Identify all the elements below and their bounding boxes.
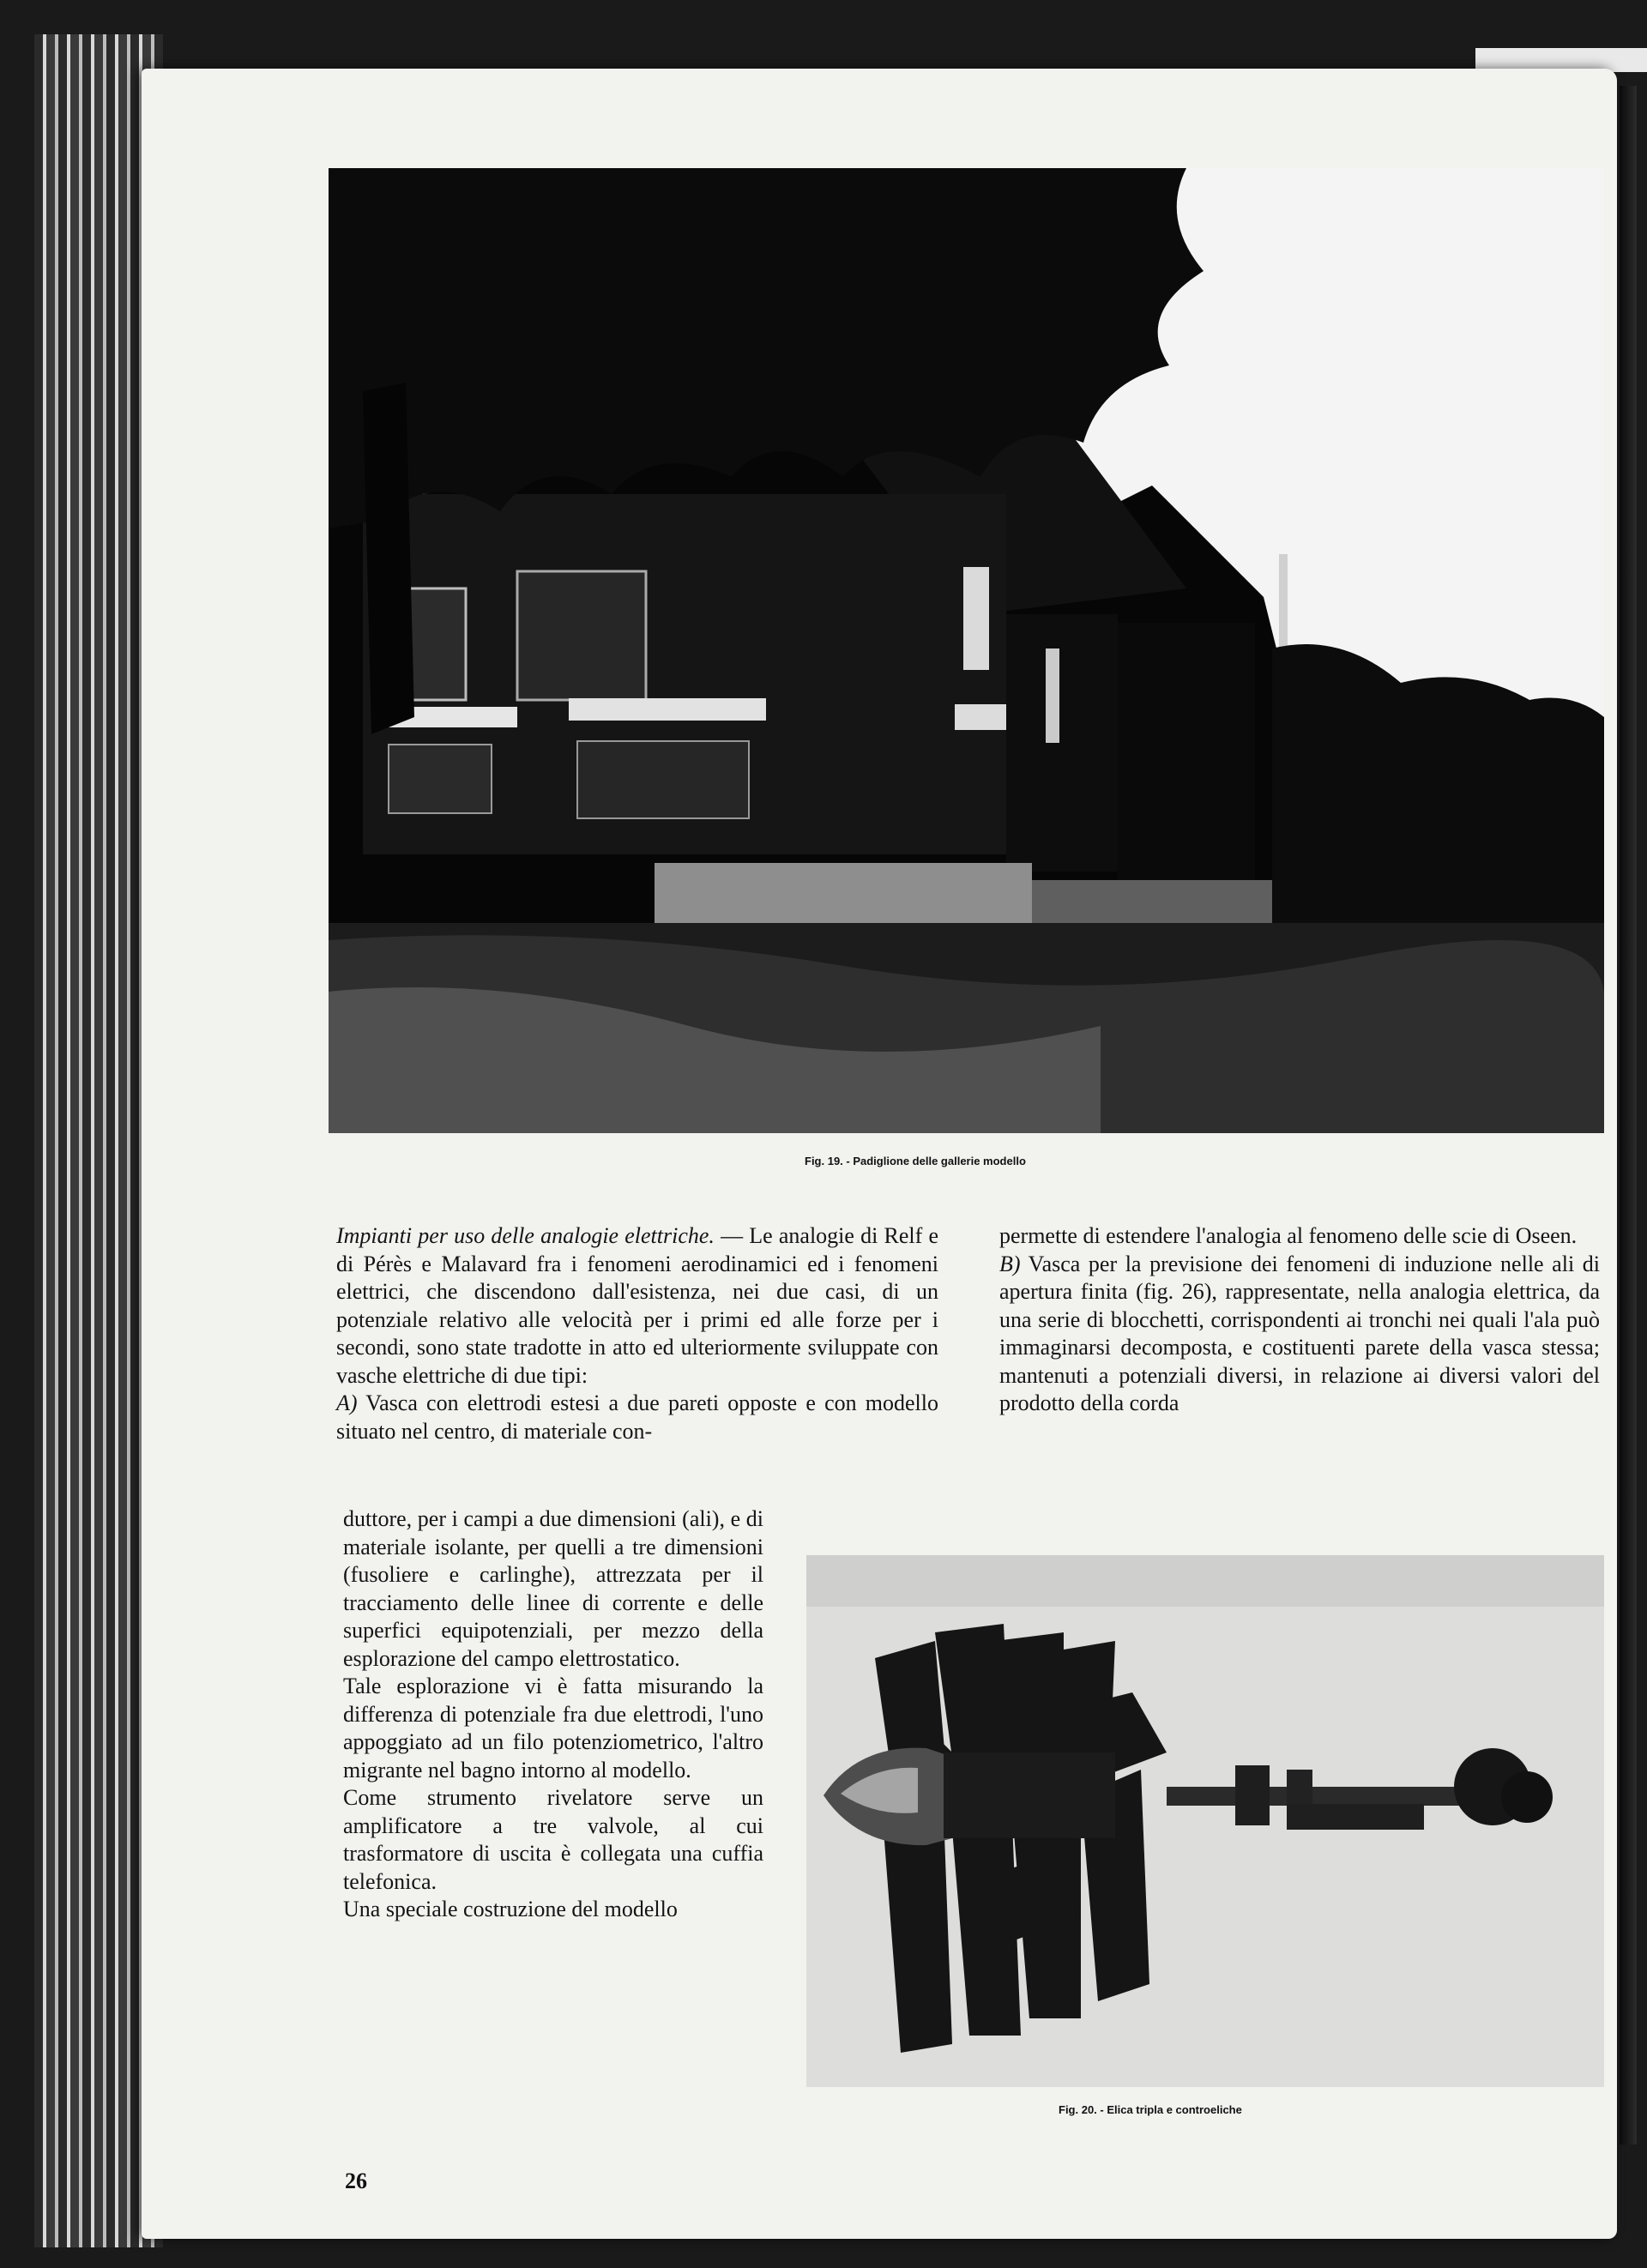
paragraph-oseen: permette di estendere l'analogia al fenomeno delle scie di Oseen.: [999, 1223, 1578, 1248]
paragraph-impianti: [336, 1222, 938, 1390]
paragraph-item-b: [999, 1251, 1600, 1418]
paragraph-strumento: Come strumento rivelatore serve un amplificatore a tre valvole, al cui trasformatore di uscita è collegata una cuffia telefonica.: [343, 1785, 763, 1894]
left-column-narrow: [343, 1505, 763, 1924]
paragraph-item-a: [336, 1390, 938, 1445]
paragraph-duttore: duttore, per i campi a due dimensioni (ali), e di materiale isolante, per quelli a tre dimensioni (fusoliere e carlinghe), attrezzata per il tracciamento delle linee di corrente e delle superfici equipotenziali, per mezzo della esplorazione del campo elettrostatico.: [343, 1506, 763, 1671]
paragraph-text: — Le analogie di Relf e di Pérès e Malavard fra i fenomeni aerodinamici ed i fenomeni elettrici, che discendono dall'esistenza, nei due casi, di un potenziale relativo alle velocità per i primi ed alle forze per i secondi, sono state tradotte in atto ed ulteriormente sviluppate con vasche elettriche di due tipi:: [336, 1223, 938, 1388]
item-b-text: Vasca per la previsione dei fenomeni di induzione nelle ali di apertura finita (fig. 26), rappresentate, nella analogia elettrica, da una serie di blocchetti, corrispondenti ai tronchi nei quali l'ala può immaginarsi decomposta, e costituenti parete della vasca stessa; mantenuti a potenziali diversi, in relazione ai diversi valori del prodotto della corda: [999, 1251, 1600, 1415]
item-letter-b: B): [999, 1251, 1021, 1276]
item-a-text: Vasca con elettrodi estesi a due pareti opposte e con modello situato nel centro, di materiale con-: [336, 1390, 938, 1444]
page-right-shadow: [1620, 86, 1637, 2144]
fig19-building-photo: [329, 168, 1604, 1133]
right-column: [999, 1222, 1600, 1418]
paragraph-esplorazione: Tale esplorazione vi è fatta misurando la differenza di potenziale fra due elettrodi, l'uno appoggiato ad un filo potenziometrico, l'altro migrante nel bagno intorno al modello.: [343, 1674, 763, 1782]
fig20-caption: Fig. 20. - Elica tripla e controeliche: [1059, 2103, 1242, 2116]
fig20-propeller-photo: [806, 1555, 1604, 2087]
paragraph-costruzione: Una speciale costruzione del modello: [343, 1897, 678, 1921]
fig19-caption: Fig. 19. - Padiglione delle gallerie modello: [805, 1155, 1026, 1167]
section-heading: Impianti per uso delle analogie elettriche.: [336, 1223, 715, 1248]
page-number: 26: [345, 2168, 367, 2193]
item-letter-a: A): [336, 1390, 358, 1415]
left-column-top: [336, 1222, 938, 1445]
